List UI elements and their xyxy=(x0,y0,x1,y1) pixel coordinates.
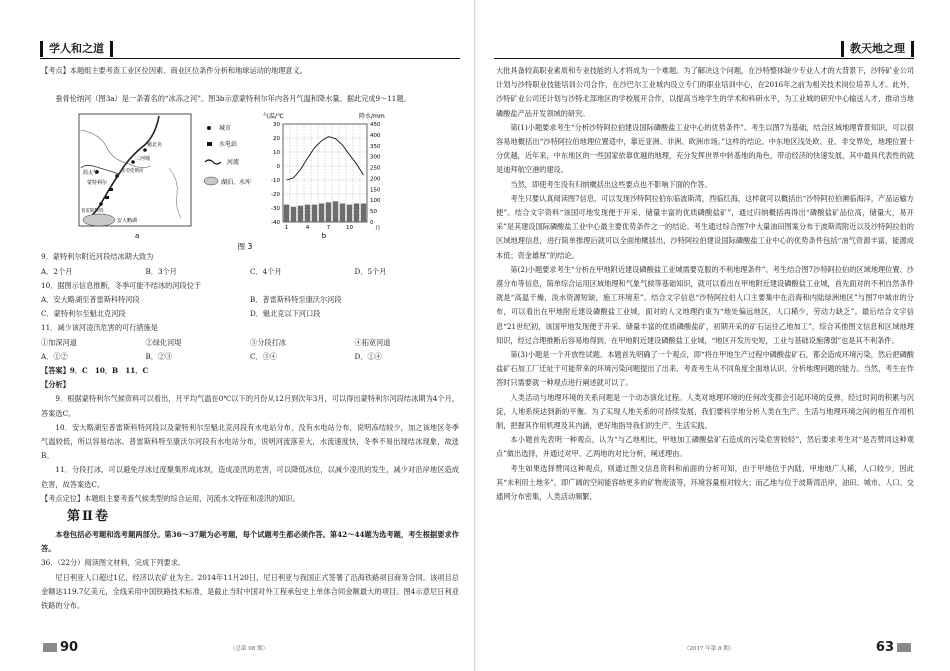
x-tick-label: 4 xyxy=(305,225,310,232)
question-9: 9．蒙特利尔附近河段结冰期大致为 xyxy=(41,252,154,262)
precip-bar xyxy=(319,204,324,223)
precip-bar xyxy=(284,205,289,222)
left-tick-label: 30 xyxy=(273,122,280,129)
right-paragraph-4: 考生只要认真阅读图7信息，可以发现沙特阿拉伯东临波斯湾，西临红海，这样就可以概括出“沙特阿拉伯濒临海洋，产品运输方便”。结合文字资料“该国可地发现便于开采、储量丰富的优质磷酸盐矿”，通过归纳概括再得出“磷酸盐矿品位高，储量大，易开采”是其建设国际磷酸盐工业中心最主要优势条件之一的结论。考生通过综合图7中大量油田图案分布于波斯湾附近以及沙特阿拉伯的区域地理信息，进行简单推理后就可以全面地概括出，沙特阿拉伯建设国际磷酸盐工业中心的优势条件包括“油气资源丰富，能源成本低；资金雄厚”的结论。 xyxy=(496,193,914,260)
precip-bar xyxy=(354,204,359,223)
q9-option-a: A．2个月 xyxy=(41,266,73,276)
x-tick-label: 7 xyxy=(326,225,331,232)
legend-hydro-icon xyxy=(207,142,212,146)
figure-caption: 图 3 xyxy=(237,242,253,251)
right-axis-ticks xyxy=(370,122,381,226)
legend-lake: 湖泊、水库 xyxy=(221,179,252,187)
q9-option-b: B．3个月 xyxy=(145,266,177,276)
legend-city-icon xyxy=(207,126,211,130)
analysis-9: 9．根据蒙特利尔气候资料可以看出，月平均气温在0℃以下的月份从12月到次年3月，可以得出蒙特利尔河段结冰期为4个月，答案选C。 xyxy=(41,394,459,418)
legend-river: 河流 xyxy=(227,159,240,167)
q10-option-b: B．普雷斯科特至康沃尔河段 xyxy=(250,295,342,305)
q10-option-c: C．蒙特利尔至魁北克河段 xyxy=(41,309,126,319)
precip-bar xyxy=(347,205,352,222)
left-tick-label: -30 xyxy=(271,206,280,213)
left-axis-ticks xyxy=(271,122,280,226)
page-bar-icon xyxy=(43,643,57,652)
right-page xyxy=(476,0,950,671)
right-footer-issue: （2017 年第 8 期） xyxy=(684,646,735,652)
left-footer xyxy=(40,640,460,660)
q11-item-1: ①加深河道 xyxy=(41,337,77,347)
q9-option-d: D．5个月 xyxy=(354,266,387,276)
q11-option-d: D．①④ xyxy=(354,351,382,361)
precip-bar xyxy=(340,204,345,223)
map-label-trois-rivieres: 三河城 xyxy=(135,156,151,163)
q10-options xyxy=(41,293,459,321)
question-intro: 蚕骨伦纳河（图3a）是一条著名的“冰冻之河”。图3b示意蒙特利尔年内各月气温和降水量。据此完成9～11题。 xyxy=(55,94,411,104)
right-page-number-wrap xyxy=(876,640,914,655)
figure-3 xyxy=(41,108,459,250)
analysis-title: 【分析】 xyxy=(41,380,70,390)
chart-ylabel-right: 降水/mm xyxy=(359,113,385,121)
left-tick-label: 10 xyxy=(273,150,280,157)
left-tick-label: -20 xyxy=(271,192,280,199)
analysis-10: 10．安大略湖至普雷斯科特河段以及蒙特利尔至魁北克河段有水电站分布，没有水电站分布，说明冻结较少，加之该地区冬季气温较低，所以容易结冰。普雷斯科特至康沃尔河段有水电站分布，说明河流落差大，水流速度快，冬季不易出现结冰现象，故选B。 xyxy=(41,422,459,461)
map-label-quebec: 魁北克 xyxy=(147,142,163,149)
map-label-prescott: 普雷斯科特 xyxy=(81,209,104,215)
map-panel-a xyxy=(79,114,191,240)
hydro-station-2 xyxy=(105,196,109,199)
left-column xyxy=(41,64,459,613)
q11-option-b: B．②③ xyxy=(145,351,173,361)
part-2-note: 本卷包括必考题和选考题两部分。第36～37题为必考题，每个试题考生都必须作答。第42～44题为选考题，考生根据要求作答。 xyxy=(41,530,459,554)
right-tick-label: 200 xyxy=(370,176,381,183)
legend-lake-icon xyxy=(204,177,218,185)
map-label-lake-ontario: 安大略湖 xyxy=(117,218,138,225)
right-paragraph-1: 大批具备较高职业素质和专业技能的人才将成为一个难题。为了解决这个问题，在沙特整体缺少专业人才的大背景下，沙特矿业公司计划与沙特职业技能培训公司合作，在沙巴尔工业城内设立专门的职业培训中心，在2016年之前为相关技术岗位培养人才。此外，沙特矿业公司还计划与沙特北部地区的学校展开合作，以提高当地学生的学术和科研水平，为工业城的研究中心输送人才，推动当地磷酸盐产品开发领域的研究。 xyxy=(496,66,914,118)
legend-hydro: 水电站 xyxy=(219,141,238,149)
right-tick-label: 300 xyxy=(370,155,381,162)
right-tick-label: 100 xyxy=(370,198,381,205)
right-paragraph-9: 考生如果选择赞同这种观点，则通过图文信息资料和前面的分析可知，由于甲地位于内陆，甲地地广人稀，人口较少，因此其“未利用土地多”，即广阔的空间能容纳更多的矿物废渣等，环境容量相对较大；而乙地与位于波斯湾沿岸，油田、城市、人口、交通网分布密集，人类活动频繁， xyxy=(496,463,914,502)
left-tick-label: 20 xyxy=(273,136,280,143)
question-11: 11．减少该河凌汛危害的可行措施是 xyxy=(41,323,158,333)
left-tick-label: 0 xyxy=(276,164,280,171)
q11-item-4: ④拓宽河道 xyxy=(354,337,391,347)
precip-bar xyxy=(333,202,338,223)
precip-bar xyxy=(298,206,303,222)
lake-ontario xyxy=(83,214,115,226)
chart-xlabel: 月 xyxy=(375,226,381,233)
right-page-number: 63 xyxy=(875,640,894,655)
precip-bar xyxy=(305,205,310,222)
q11-option-a: A．①② xyxy=(41,351,68,361)
answer-line: 【答案】9．C 10．B 11．C xyxy=(41,366,149,376)
map-legend xyxy=(204,124,251,186)
climate-chart xyxy=(263,112,385,240)
q11-item-3: ③分段打冰 xyxy=(250,337,286,347)
right-tick-label: 50 xyxy=(370,209,377,216)
map-label-montreal: 蒙特利尔 xyxy=(87,180,108,187)
precip-bar xyxy=(326,203,331,223)
right-footer xyxy=(494,640,914,660)
q11-option-c: C．③④ xyxy=(250,351,278,361)
right-tick-label: 250 xyxy=(370,165,381,172)
precip-bar xyxy=(291,207,296,222)
question-36-text: 尼日利亚人口超过1亿，经济以农矿业为主。2014年11月20日，尼日利亚与我国正式签署了沿海铁路项目商务合同。该项目总金额达119.7亿美元，全线采用中国铁路技术标准，是截止当时中国对外工程承包史上单体合同金额最大的项目。图4示意尼日利亚铁路的分布。 xyxy=(41,572,459,611)
x-tick-label: 1 xyxy=(284,225,289,232)
legend-river-icon xyxy=(205,160,221,164)
question-10: 10．据图示信息推断，冬季可能不结冰的河段位于 xyxy=(41,280,202,290)
city-prescott xyxy=(99,203,103,207)
x-tick-label: 10 xyxy=(346,225,353,232)
right-tick-label: 0 xyxy=(370,220,374,227)
chart-ylabel-left: 气温/℃ xyxy=(263,113,284,121)
right-paragraph-8: 本小题首先表明一种观点，认为“与乙地相比，甲地加工磷酸盐矿石造成的污染危害较轻”，然后要求考生对“是否赞同这种观点”做出选择，并通过对甲、乙两地的对比分析，阐述理由。 xyxy=(496,435,914,459)
hydro-station-1 xyxy=(109,188,113,191)
left-tick-label: -10 xyxy=(271,178,280,185)
right-tick-label: 450 xyxy=(370,122,381,129)
right-header-title: 教天地之理 xyxy=(841,41,914,57)
map-label-st-lawrence: 圣劳伦斯河 xyxy=(121,169,144,175)
kaodian-dingwei: 【考点定位】本题组主要考查气候类型的综合运用，河流水文特征和凌汛的知识。 xyxy=(41,493,300,503)
question-36: 36．（22分）阅读图文材料，完成下列要求。 xyxy=(41,558,186,568)
map-label-ottawa: 渥太华 xyxy=(83,170,99,177)
kaodian-paragraph: 【考点】本题组主要考查工业区位因素、商业区位条件分析和地球运动的地理意义。 xyxy=(41,66,307,75)
left-header xyxy=(40,40,460,59)
right-tick-label: 400 xyxy=(370,133,381,140)
precip-bar xyxy=(312,205,317,222)
left-page-number-wrap xyxy=(40,640,78,655)
right-header xyxy=(494,40,914,59)
left-tick-label: -40 xyxy=(271,220,280,227)
part-2-title: 第Ⅱ卷 xyxy=(67,509,110,525)
q10-option-d: D．魁北克以下河口段 xyxy=(250,309,321,319)
right-tick-label: 150 xyxy=(370,187,381,194)
q9-option-c: C．4个月 xyxy=(250,266,282,276)
right-paragraph-2: 第(1)小题要求考生“分析沙特阿拉伯建设国际磷酸盐工业中心的优势条件”。考生以图7为基础，结合区域地理背景知识，可以很容易地概括出“沙特阿拉伯地理位置适中，靠近亚洲、非洲、欧洲市场。”这样的结论。中东地区浅处欧、亚、非交界处，地理位置十分优越，近年来，中东地区的一些国家依靠优越的地理，充分发挥世界中转基地的角色，带动经济的快速发展，其中最具代表性的就是迪拜航空港的建设。 xyxy=(496,122,914,175)
figure-3-svg xyxy=(41,108,459,250)
city-montreal xyxy=(115,175,119,179)
q11-options xyxy=(41,350,459,364)
q9-options xyxy=(41,265,459,279)
precip-bar xyxy=(361,204,366,223)
q11-items xyxy=(41,336,459,350)
q11-item-2: ②绿化河堤 xyxy=(145,337,182,347)
right-paragraph-7: 人类活动与地理环境的关系问题是一个动态演化过程。人类对地理环境的任何改变都会引起环境的反弹，经过时间的积累与沉淀，人地系统达到新的平衡。为了实现人地关系的可持续发展，我们要科学地分析人类在生产、生活与地理环境之间的相互作用机制，把握其作用机理及其内涵，更好地指导我们的生产、生活实践。 xyxy=(496,392,914,431)
right-tick-label: 350 xyxy=(370,144,381,151)
city-quebec xyxy=(143,149,147,153)
right-column xyxy=(496,64,914,504)
left-page-number: 90 xyxy=(60,640,79,655)
panel-b-label: b xyxy=(321,232,327,241)
right-paragraph-3: 当然，即使考生没有归纳概括出这些要点也不影响下面的作答。 xyxy=(510,179,712,189)
analysis-11: 11．分段打冰，可以避免浮冰过度聚集形成冰坝，造成凌汛的危害，可以降低冰位，以减少凌汛的发生，减少对沿岸地区造成危害，故答案选C。 xyxy=(41,465,459,489)
left-header-title: 学人和之道 xyxy=(40,41,113,57)
panel-a-label: a xyxy=(135,232,140,241)
right-paragraph-6: 第(3)小题是一个开放性试题。本题首先明确了一个观点，即“将在甲地生产过程中磷酸盐矿石，都会造成环境污染，然后把磷酸盐矿石加工厂迁址干可能带来的环境污染问题提出了出来，考查考生从不同角度全面地认识、分析地理问题的能力。当然，考生在作答时只需要就一种观点进行阐述就可以了。 xyxy=(496,350,914,388)
legend-city: 城市 xyxy=(219,125,232,133)
left-footer-issue: （总第 08 期） xyxy=(230,646,268,652)
page-bar-icon xyxy=(897,643,911,652)
q10-option-a: A．安大略湖至普雷斯科特河段 xyxy=(41,295,140,305)
right-paragraph-5: 第(2)小题要求考生“分析在甲地附近建设磷酸盐工业城需要克服的不利地理条件”。考生结合图7沙特阿拉伯的区域地理位置、沙漠分布等信息，简单综合运用区域地理和气象气候等基础知识，就可以看出在甲地附近建设磷酸盐工业城，首先面对的不利自然条件就是“高温干燥，淡水资源短缺，施工环境差”。结合文字信息“沙特阿拉伯人口主要集中在沿海和内陆绿洲地区”与图7中城市的分布，可以看出在甲地附近建设磷酸盐工业城，面对的人文地理约束为“地处偏远地区，人口稀少，劳动力缺乏”。最后结合文字信息“21世纪初，该国甲地发现便于开采、储量丰富的优质磷酸盐矿，初期开采的矿石运往乙地加工”，综合其他图文信息和区域地理知识，经过合理推断后容易地得到，在甲地附近建设磷酸盐工业城，“地区开发历史短，工业与基础设施薄弱”也是其不利条件。 xyxy=(496,264,914,345)
x-axis-ticks xyxy=(285,225,354,231)
